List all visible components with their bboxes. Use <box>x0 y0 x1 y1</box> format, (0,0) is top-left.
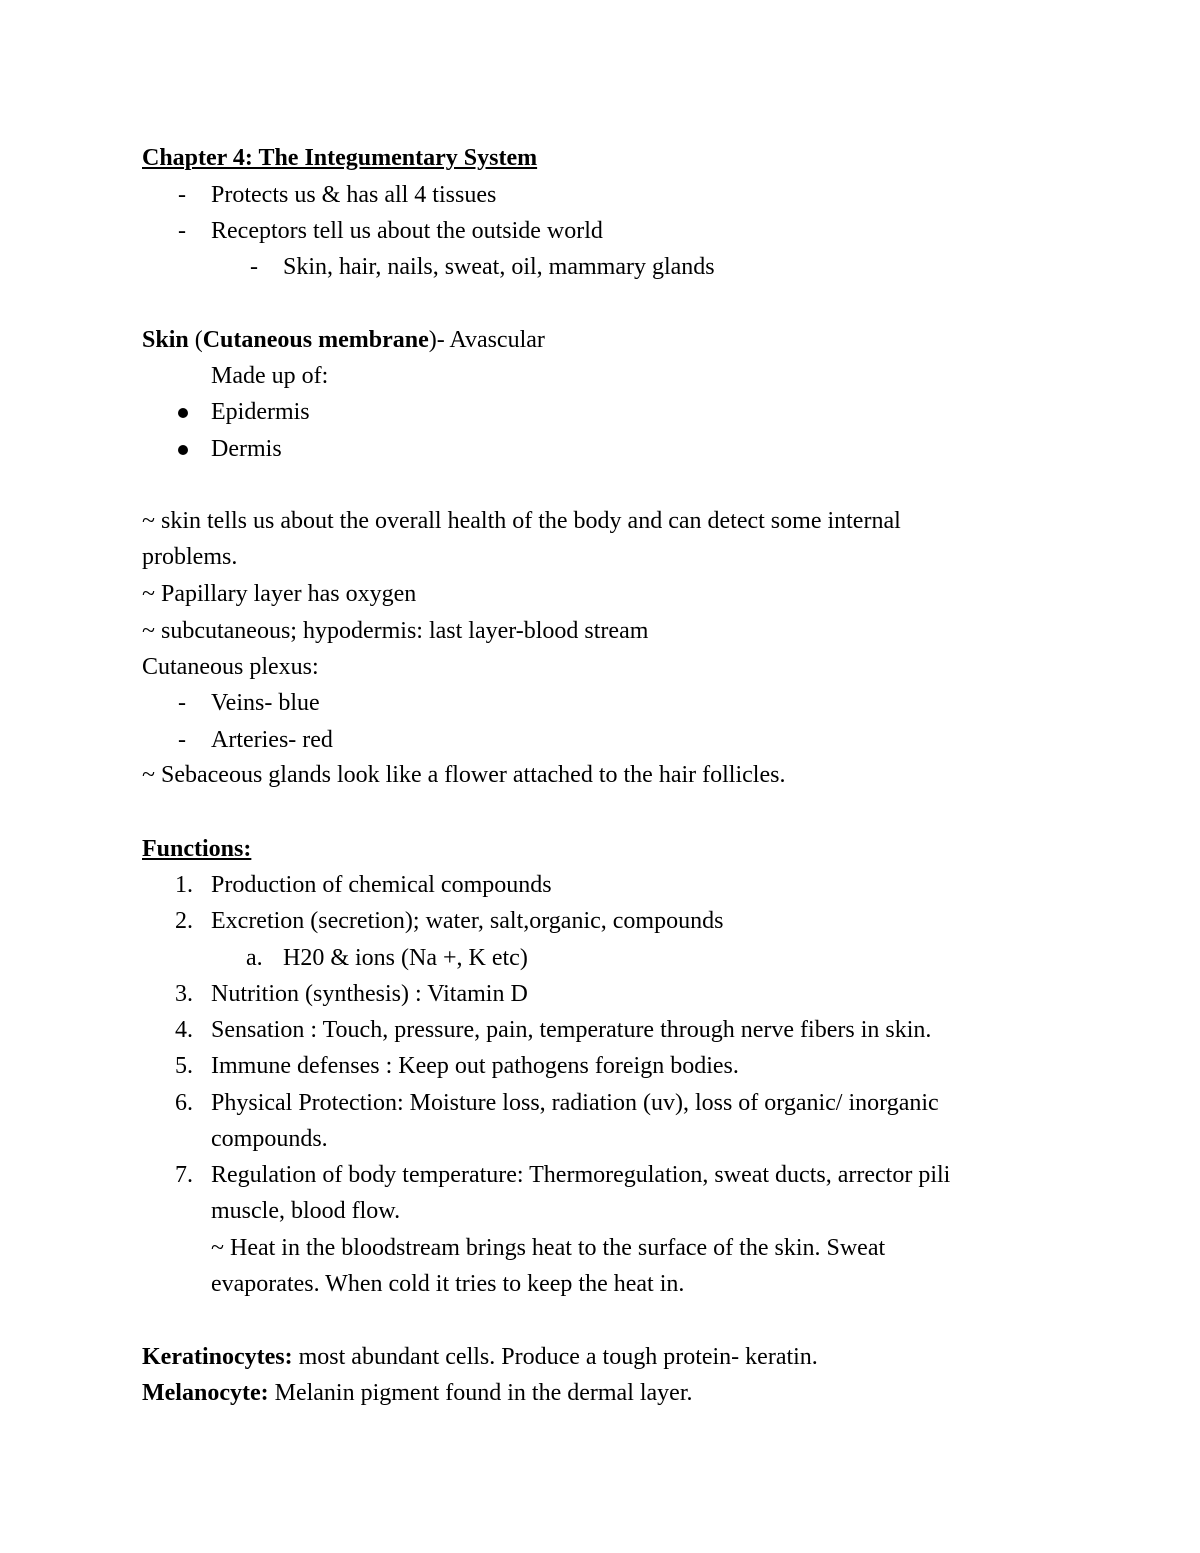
list-number: 6. <box>175 1090 193 1116</box>
skin-health-note: ~ skin tells us about the overall health of the body and can detect some internal <box>142 508 901 534</box>
skin-paren-open: ( <box>188 327 203 353</box>
function-item: Nutrition (synthesis) : Vitamin D <box>211 981 528 1007</box>
heat-note: ~ Heat in the bloodstream brings heat to the surface of the skin. Sweat <box>211 1235 886 1261</box>
plexus-item: Arteries- red <box>211 727 333 753</box>
papillary-note: ~ Papillary layer has oxygen <box>142 581 417 607</box>
list-number: 7. <box>175 1162 193 1188</box>
heat-note-cont: evaporates. When cold it tries to keep the heat in. <box>211 1271 685 1297</box>
chapter-title: Chapter 4: The Integumentary System <box>142 145 538 171</box>
skin-description: - Avascular <box>436 327 545 353</box>
skin-membrane-label: Cutaneous membrane <box>202 327 429 353</box>
melanocyte-line <box>142 1378 693 1408</box>
keratinocytes-line <box>142 1342 818 1372</box>
skin-layer-item: Epidermis <box>211 399 310 425</box>
sebaceous-note: ~ Sebaceous glands look like a flower attached to the hair follicles. <box>142 762 786 788</box>
dash-marker: - <box>178 690 186 716</box>
keratinocytes-label: Keratinocytes: <box>142 1344 293 1370</box>
melanocyte-label: Melanocyte: <box>142 1380 269 1406</box>
bullet-icon <box>178 445 188 455</box>
function-item: Immune defenses : Keep out pathogens foreign bodies. <box>211 1053 739 1079</box>
bullet-icon <box>178 408 188 418</box>
function-item: Excretion (secretion); water, salt,organic, compounds <box>211 908 724 934</box>
function-item: Regulation of body temperature: Thermoregulation, sweat ducts, arrector pili <box>211 1162 951 1188</box>
dash-marker: - <box>178 182 186 208</box>
function-item: Physical Protection: Moisture loss, radiation (uv), loss of organic/ inorganic <box>211 1090 939 1116</box>
plexus-item: Veins- blue <box>211 690 320 716</box>
function-item: Production of chemical compounds <box>211 872 552 898</box>
chapter-point: Receptors tell us about the outside world <box>211 218 603 244</box>
dash-marker: - <box>250 254 258 280</box>
melanocyte-text: Melanin pigment found in the dermal layer. <box>268 1380 693 1406</box>
dash-marker: - <box>178 727 186 753</box>
keratinocytes-text: most abundant cells. Produce a tough protein- keratin. <box>292 1344 818 1370</box>
skin-paren-close: ) <box>428 327 437 353</box>
list-number: 5. <box>175 1053 193 1079</box>
function-item: Sensation : Touch, pressure, pain, temperature through nerve fibers in skin. <box>211 1017 932 1043</box>
subcutaneous-note: ~ subcutaneous; hypodermis: last layer-blood stream <box>142 618 649 644</box>
skin-heading <box>142 325 545 355</box>
chapter-point: Protects us & has all 4 tissues <box>211 182 497 208</box>
chapter-subpoint: Skin, hair, nails, sweat, oil, mammary glands <box>283 254 715 280</box>
function-item-cont: muscle, blood flow. <box>211 1198 401 1224</box>
made-up-of-label: Made up of: <box>211 363 329 389</box>
skin-layer-item: Dermis <box>211 436 282 462</box>
list-number: 4. <box>175 1017 193 1043</box>
skin-health-note-cont: problems. <box>142 544 238 570</box>
function-item-cont: compounds. <box>211 1126 328 1152</box>
skin-label: Skin <box>142 327 189 353</box>
dash-marker: - <box>178 218 186 244</box>
list-letter: a. <box>246 945 263 971</box>
function-subitem: H20 & ions (Na +, K etc) <box>283 945 528 971</box>
functions-heading: Functions: <box>142 836 252 862</box>
plexus-title: Cutaneous plexus: <box>142 654 319 680</box>
list-number: 3. <box>175 981 193 1007</box>
list-number: 2. <box>175 908 193 934</box>
list-number: 1. <box>175 872 193 898</box>
